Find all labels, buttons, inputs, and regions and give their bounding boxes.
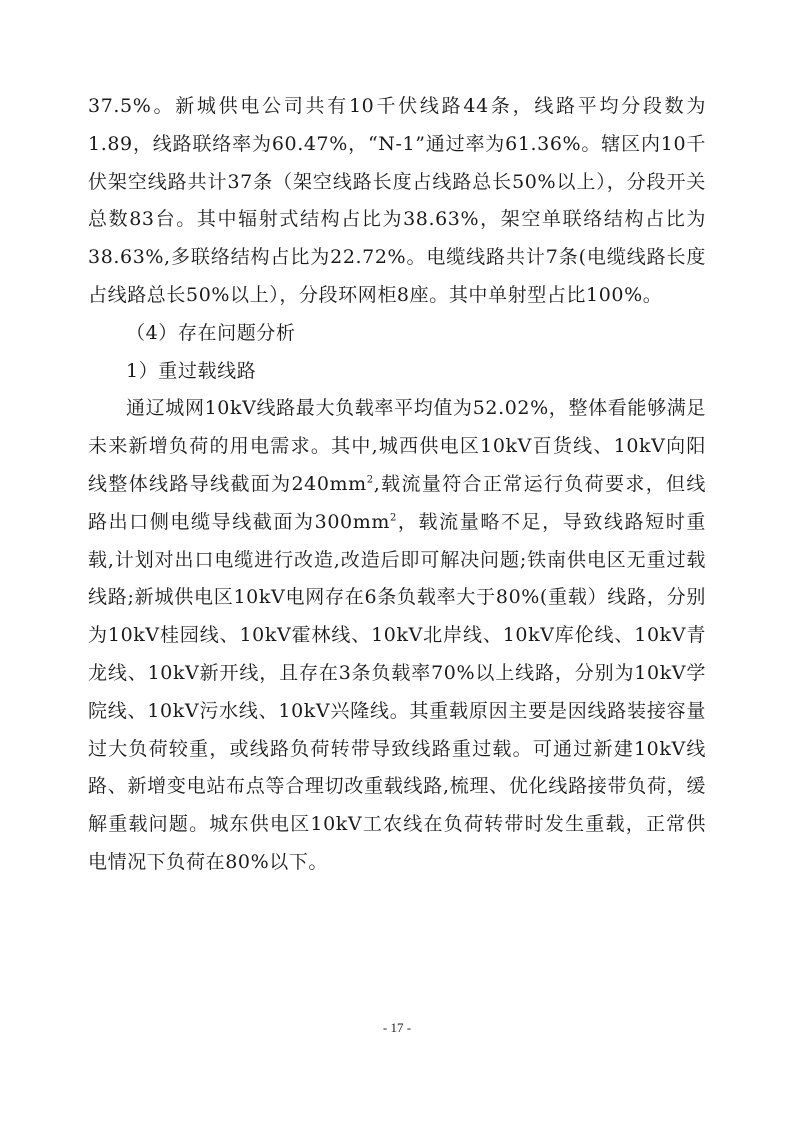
paragraph-continuation: 37.5%。新城供电公司共有10千伏线路44条，线路平均分段数为1.89，线路联络率为60.47%，“N-1”通过率为61.36%。辖区内10千伏架空线路共计37条（架空线路长度占线路总长50%以上），分段开关总数83台。其中辐射式结构占比为38.63%，架空单联络结构占比为38.63%,多联络结构占比为22.72%。电缆线路共计7条(电缆线路长度占线路总长50%以上），分段环网柜8座。其中单射型占比100%。 — [88, 95, 706, 306]
paragraph-text-part-3: ，载流量略不足，导致线路短时重载,计划对出口电缆进行改造,改造后即可解决问题;铁南供电区无重过载线路;新城供电区10kV电网存在6条负载率大于80%(重载）线路，分别为10kV桂园线、10kV霍林线、10kV北岸线、10kV库伦线、10kV青龙线、10kV新开线，且存在3条负载率70%以上线路，分别为10kV学院线、10kV污水线、10kV兴隆线。其重载原因主要是因线路装接容量过大负荷较重，或线路负荷转带导致线路重过载。可通过新建10kV线路、新增变电站布点等合理切改重载线路,梳理、优化线路接带负荷，缓解重载问题。城东供电区10kV工农线在负荷转带时发生重载，正常供电情况下负荷在80%以下。 — [88, 510, 706, 873]
section-heading-problem-analysis: （4）存在问题分析 — [126, 321, 296, 344]
page-number: - 17 - — [382, 1020, 412, 1035]
subsection-heading-overload-lines: 1）重过载线路 — [126, 359, 257, 382]
paragraph-text-part-1: 通辽城网10kV线路最大负载率平均值为52.02%，整体看能够满足未来新增负荷的用电需求。其中,城西供电区10kV百货线、10kV向阳线整体线路导线截面为240mm — [88, 397, 706, 495]
paragraph-overload-analysis — [88, 390, 706, 881]
page-body — [88, 88, 706, 882]
paragraph-text-part-2: ,载流量符合正常运行负荷要求，但线路出口侧电缆导线截面为300mm — [88, 472, 706, 533]
superscript-2: 2 — [389, 512, 397, 524]
superscript-2: 2 — [366, 474, 374, 486]
